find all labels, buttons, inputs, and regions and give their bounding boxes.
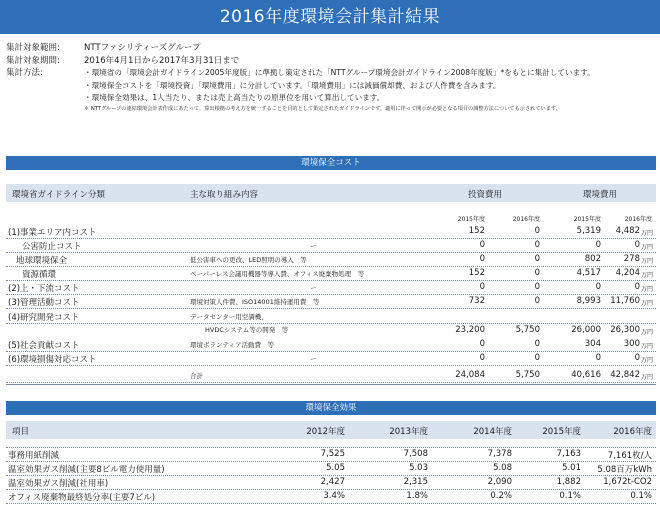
col-initiative: 主な取り組み内容 [190, 190, 259, 200]
effect-value: 2,090 [487, 477, 512, 487]
cost-initiative: ー [310, 355, 317, 363]
effect-value: 5.05 [326, 463, 345, 473]
cost-expense-2016: 300 [623, 339, 640, 349]
cost-initiative: 合計 [190, 372, 203, 380]
cost-invest-2016: 0 [534, 268, 540, 278]
cost-initiative: 環境対策人件費、ISO14001維持運用費 等 [190, 298, 320, 306]
effect-year-header: 2016年度 [613, 427, 652, 437]
cost-category: 地球環境保全 [16, 256, 68, 266]
method-label: 集計方法: [6, 68, 43, 78]
method-line-1: ・環境省の「環境会計ガイドライン2005年度版」に準拠し策定された「NTTグループ環境会計ガイドライン2008年度版」*をもとに集計しています。 [84, 68, 595, 77]
cost-initiative: ー [310, 284, 317, 292]
col-item: 項目 [12, 427, 30, 437]
footnote: ＊ NTTグループの連結環境会計表作成にあたって、算出根拠の考え方を統一することを目的として策定されたガイドラインです。適用に伴って開示が必要となる項目の調整方法についても示されています。 [84, 105, 561, 112]
cost-expense-2015: 26,000 [571, 325, 601, 335]
col-invest: 投資費用 [468, 190, 503, 200]
cost-expense-2016: 0 [634, 240, 640, 250]
row-divider [6, 308, 656, 309]
effect-value: 0.1% [630, 491, 652, 501]
page-title: 2016年度環境会計集計結果 [0, 0, 660, 34]
cost-category: (2)上・下流コスト [8, 284, 80, 294]
effect-section-title: 環境保全効果 [6, 401, 656, 415]
cost-category: (5)社会貢献コスト [8, 341, 80, 351]
effect-item: 温室効果ガス削減(社用車) [8, 479, 109, 489]
cost-category: (6)環境損傷対応コスト [8, 355, 97, 365]
col-expense: 環境費用 [583, 190, 618, 200]
row-divider [6, 475, 656, 476]
period-label: 集計対象期間: [6, 55, 60, 66]
cost-invest-2015: 152 [468, 226, 485, 236]
cost-expense-2016: 26,300 [610, 325, 640, 335]
cost-section-title: 環境保全コスト [6, 156, 656, 170]
effect-item: 温室効果ガス削減(主要8ビル電力使用量) [8, 465, 165, 475]
cost-expense-2015: 802 [584, 254, 601, 264]
cost-unit: 万円 [641, 374, 654, 381]
row-divider [6, 266, 656, 267]
effect-value: 7,161枚/人 [607, 451, 652, 461]
effect-value: 1.8% [406, 491, 428, 501]
cost-category: (3)管理活動コスト [8, 298, 80, 308]
cost-invest-2016: 0 [534, 339, 540, 349]
row-divider [6, 365, 656, 366]
effect-value: 5.03 [409, 463, 428, 473]
cost-invest-2015: 0 [479, 240, 485, 250]
cost-unit: 万円 [641, 230, 654, 237]
cost-initiative: 環境ボランティア活動費 等 [190, 341, 274, 349]
table-bottom-rule [6, 384, 656, 385]
period-value: 2016年4月1日から2017年3月31日まで [84, 55, 240, 66]
effect-value: 5.08 [493, 463, 512, 473]
row-divider [6, 447, 656, 448]
cost-invest-2015: 0 [479, 282, 485, 292]
cost-invest-2016: 0 [534, 240, 540, 250]
cost-invest-2016: 0 [534, 282, 540, 292]
cost-expense-2015: 5,319 [576, 226, 601, 236]
effect-value: 2,427 [320, 477, 345, 487]
method-line-2: ・環境保全コストを「環境投資」「環境費用」に分計しています。「環境費用」には減価償却費、および人件費を含みます。 [84, 80, 501, 90]
cost-expense-2015: 8,993 [576, 296, 601, 306]
cost-category: 資源循環 [22, 270, 57, 280]
cost-unit: 万円 [641, 343, 654, 350]
cost-initiative: データセンター用空調機、 [190, 313, 268, 321]
effect-value: 1,882 [556, 477, 581, 487]
effect-value: 2,315 [403, 477, 428, 487]
effect-value: 7,378 [487, 449, 512, 459]
cost-expense-2016: 42,842 [610, 370, 640, 380]
cost-category: (4)研究開発コスト [8, 313, 80, 323]
cost-category: 公害防止コスト [22, 242, 82, 252]
effect-item: 事務用紙削減 [8, 451, 60, 461]
cost-expense-2016: 0 [634, 282, 640, 292]
effect-value: 7,525 [320, 449, 345, 459]
cost-expense-2015: 0 [595, 282, 601, 292]
row-divider [6, 461, 656, 462]
effect-year-header: 2015年度 [542, 427, 581, 437]
effect-value: 3.4% [323, 491, 345, 501]
cost-invest-2015: 0 [479, 353, 485, 363]
cost-invest-2015: 24,084 [455, 370, 485, 380]
cost-expense-2015: 0 [595, 240, 601, 250]
effect-year-header: 2012年度 [306, 427, 345, 437]
effect-value: 0.1% [559, 491, 581, 501]
method-line-3: ・環境保全効果は、1人当たり、または売上高当たりの原単位を用いて算出しています。 [84, 93, 385, 102]
cost-expense-2016: 0 [634, 353, 640, 363]
row-divider [6, 252, 656, 253]
effect-value: 5.01 [562, 463, 581, 473]
row-divider [6, 294, 656, 295]
col-category: 環境省ガイドライン分類 [12, 190, 105, 200]
meta-block [6, 42, 656, 114]
effect-value: 7,508 [403, 449, 428, 459]
cost-invest-2016: 0 [534, 226, 540, 236]
row-divider [6, 351, 656, 352]
cost-unit: 万円 [641, 258, 654, 265]
cost-initiative: ペーパーレス会議用機器等導入費、オフィス廃棄物処理 等 [190, 270, 365, 278]
cost-invest-2016: 5,750 [515, 370, 540, 380]
row-divider [6, 382, 656, 383]
year-header: 2016年度 [624, 216, 652, 223]
effect-value: 5.08百万kWh [597, 465, 652, 475]
effect-year-header: 2013年度 [389, 427, 428, 437]
cost-expense-2015: 40,616 [571, 370, 601, 380]
cost-unit: 万円 [641, 300, 654, 307]
cost-initiative: ー [310, 242, 317, 250]
cost-invest-2016: 0 [534, 254, 540, 264]
cost-unit: 万円 [641, 329, 654, 336]
effect-item: オフィス廃棄物最終処分率(主要7ビル) [8, 493, 156, 503]
cost-expense-2016: 11,760 [610, 296, 640, 306]
cost-expense-2016: 4,482 [615, 226, 640, 236]
effect-value: 7,163 [556, 449, 581, 459]
row-divider [6, 503, 656, 504]
cost-expense-2015: 304 [584, 339, 601, 349]
effect-value: 0.2% [490, 491, 512, 501]
scope-value: NTTファシリティーズグループ [84, 43, 201, 53]
cost-expense-2016: 4,204 [615, 268, 640, 278]
cost-invest-2015: 23,200 [455, 325, 485, 335]
cost-invest-2015: 732 [468, 296, 485, 306]
row-divider [6, 489, 656, 490]
effect-value: 1,672t-CO2 [603, 477, 652, 487]
cost-initiative-2: HVDCシステム等の開発 等 [205, 326, 289, 334]
cost-unit: 万円 [641, 286, 654, 293]
cost-expense-2015: 4,517 [576, 268, 601, 278]
cost-invest-2015: 152 [468, 268, 485, 278]
cost-unit: 万円 [641, 272, 654, 279]
row-divider [6, 280, 656, 281]
cost-expense-2016: 278 [623, 254, 640, 264]
cost-category: (1)事業エリア内コスト [8, 228, 97, 238]
cost-invest-2015: 0 [479, 339, 485, 349]
cost-invest-2015: 0 [479, 254, 485, 264]
cost-invest-2016: 5,750 [515, 325, 540, 335]
cost-invest-2016: 0 [534, 296, 540, 306]
cost-unit: 万円 [641, 244, 654, 251]
effect-year-header: 2014年度 [473, 427, 512, 437]
cost-unit: 万円 [641, 357, 654, 364]
cost-expense-2015: 0 [595, 353, 601, 363]
year-header: 2015年度 [573, 216, 601, 223]
cost-invest-2016: 0 [534, 353, 540, 363]
year-header: 2015年度 [457, 216, 485, 223]
year-header: 2016年度 [512, 216, 540, 223]
row-divider [6, 323, 656, 324]
scope-label: 集計対象範囲: [6, 43, 60, 53]
cost-initiative: 低公害車への更改、LED照明の導入 等 [190, 256, 307, 264]
row-divider [6, 238, 656, 239]
